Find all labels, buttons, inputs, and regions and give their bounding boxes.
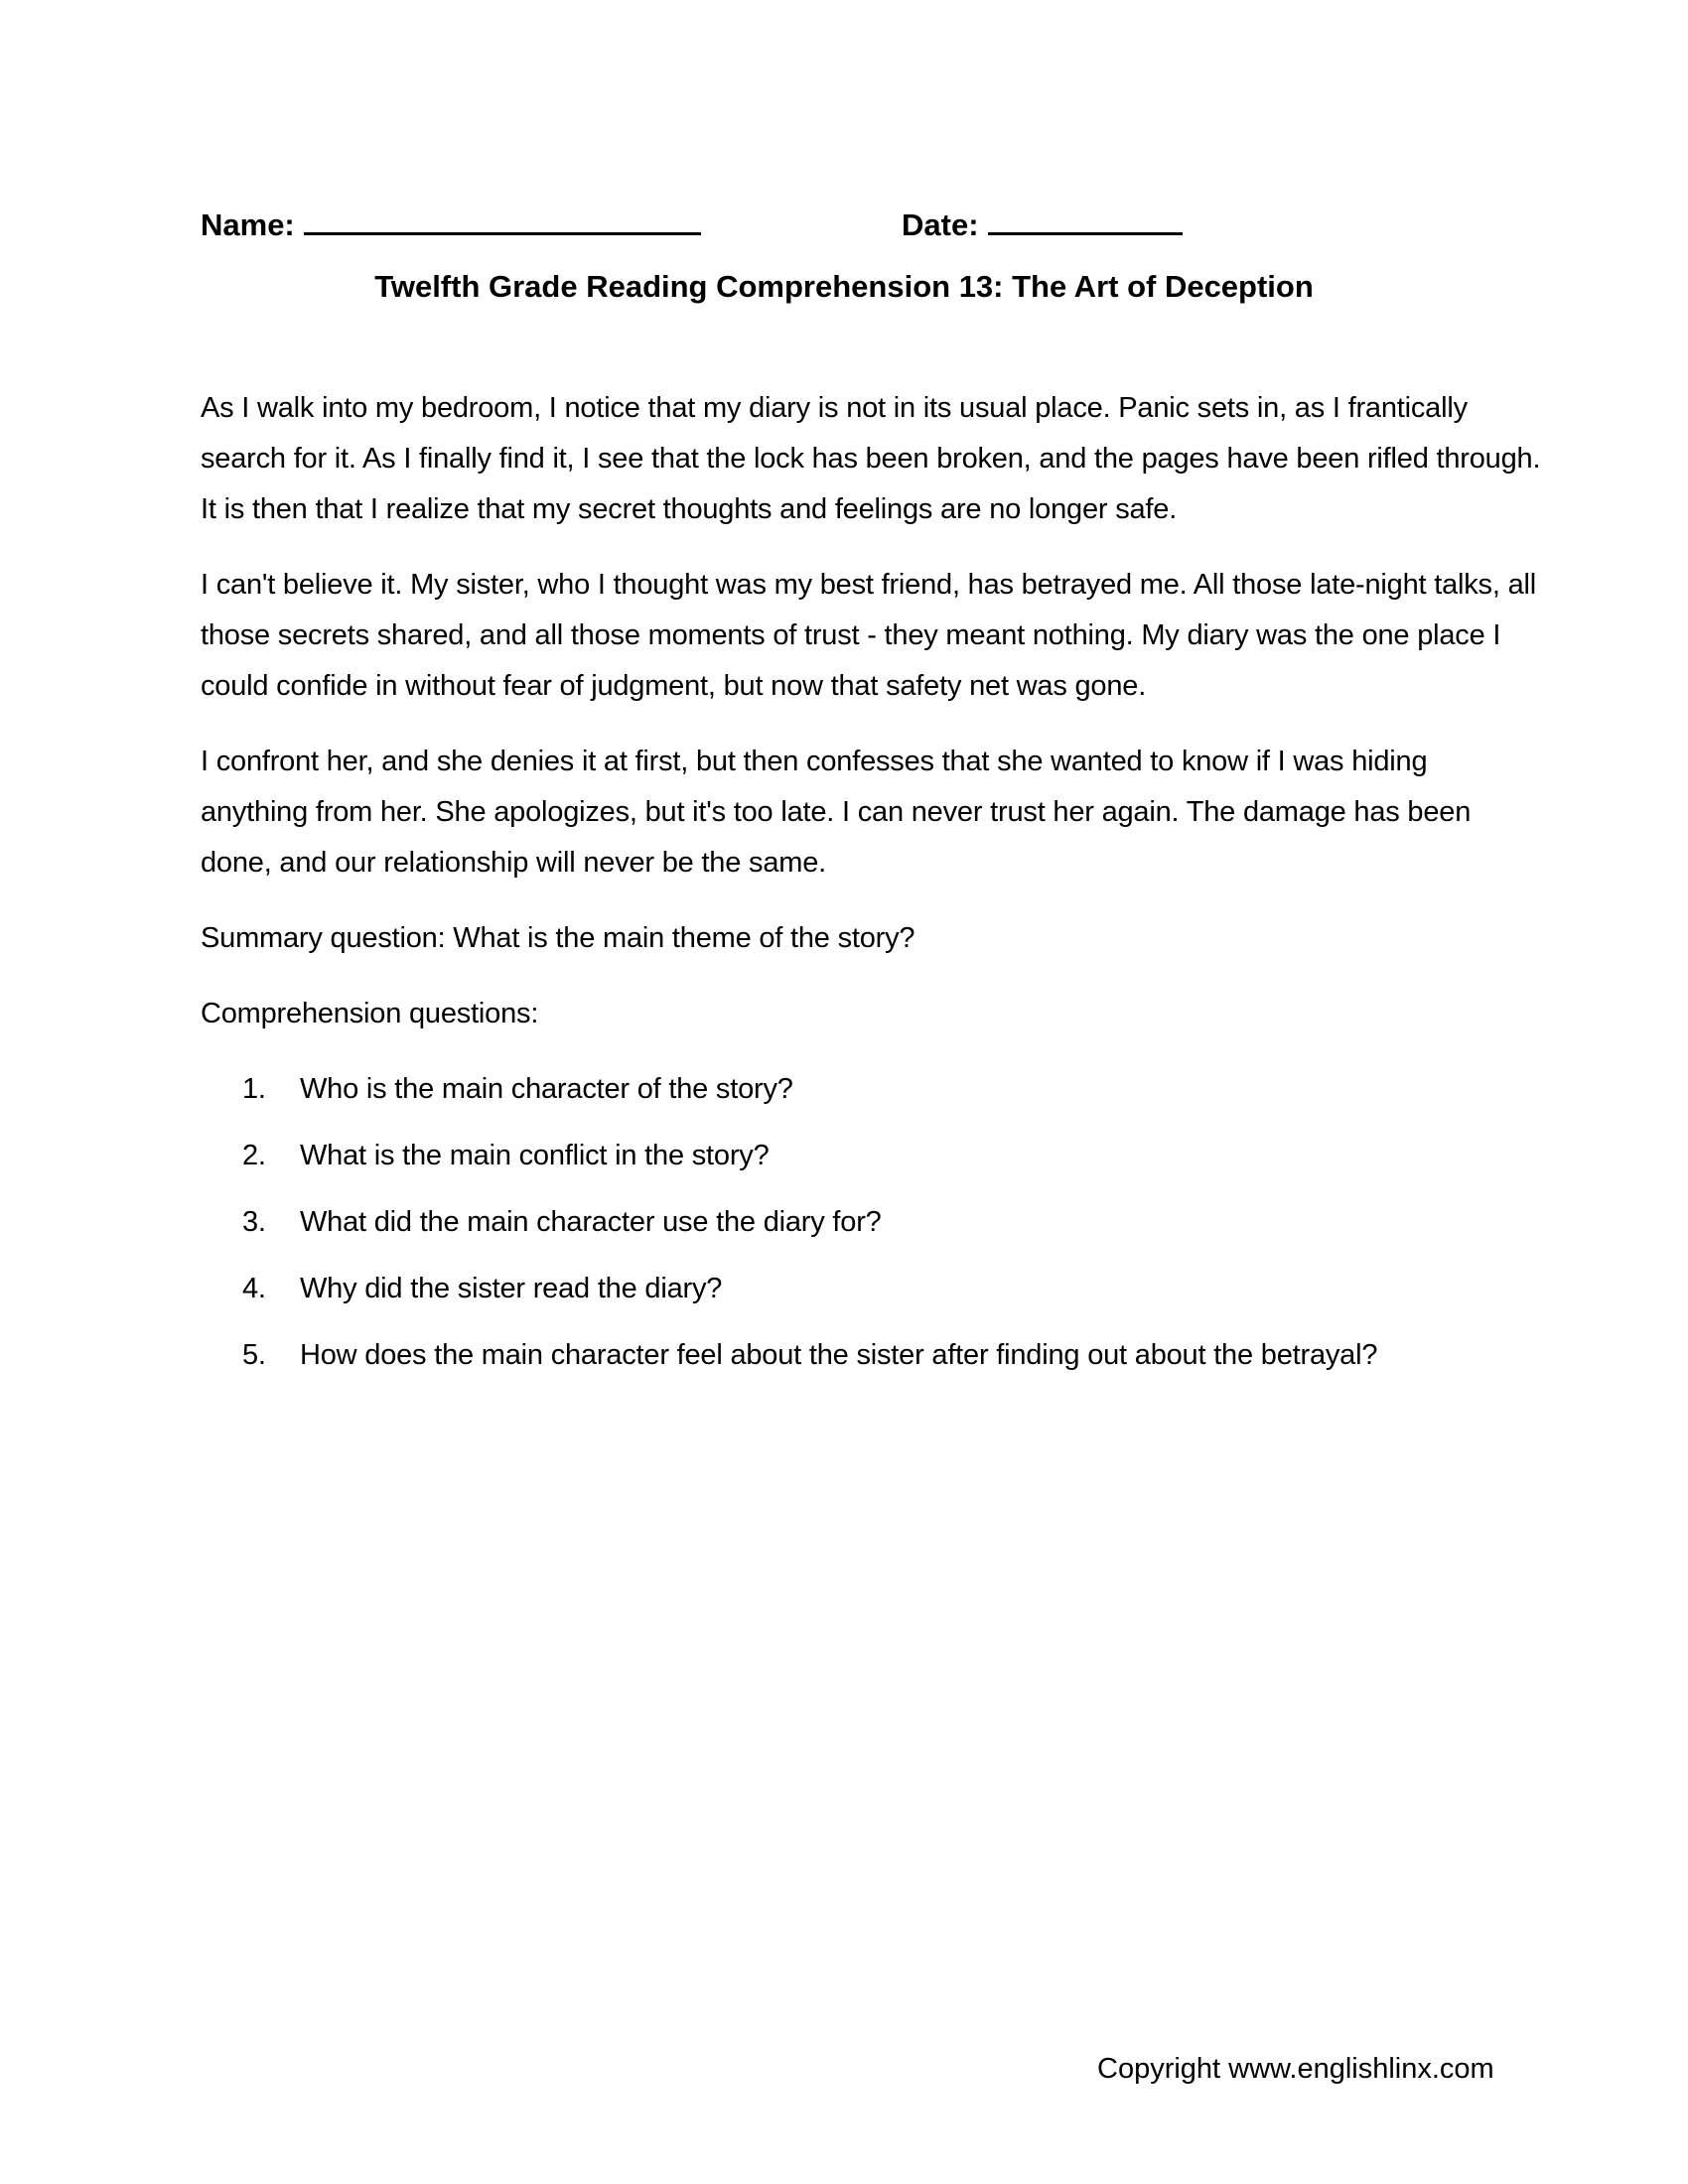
question-text: What is the main conflict in the story? bbox=[300, 1140, 770, 1171]
question-text: How does the main character feel about the sister after finding out about the betrayal? bbox=[300, 1339, 1378, 1371]
story-paragraph: As I walk into my bedroom, I notice that my diary is not in its usual place. Panic sets in, as I frantically search for it. As I finally find it, I see that the lock has been broken, and the pages have been rifled through. It is then that I realize that my secret thoughts and feelings are no longer safe. bbox=[201, 392, 1541, 525]
date-field bbox=[902, 199, 1183, 243]
name-blank-line[interactable] bbox=[304, 199, 701, 235]
story-content bbox=[201, 383, 1541, 1397]
question-number: 5. bbox=[242, 1339, 266, 1371]
question-text: What did the main character use the diary for? bbox=[300, 1206, 882, 1238]
question-number: 4. bbox=[242, 1273, 266, 1304]
question-item bbox=[201, 1330, 1541, 1381]
question-number: 3. bbox=[242, 1206, 266, 1238]
story-paragraph: I can't believe it. My sister, who I thought was my best friend, has betrayed me. All those late-night talks, all those secrets shared, and all those moments of trust - they meant nothing. My diary was the one place I could confide in without fear of judgment, but now that safety net was gone. bbox=[201, 569, 1536, 702]
name-label: Name: bbox=[201, 207, 295, 242]
question-number: 1. bbox=[242, 1073, 266, 1105]
date-label: Date: bbox=[902, 207, 979, 242]
question-item bbox=[201, 1197, 1541, 1248]
story-paragraph: I confront her, and she denies it at first, but then confesses that she wanted to know if I was hiding anything from her. She apologizes, but it's too late. I can never trust her again. The damage has been done, and our relationship will never be the same. bbox=[201, 746, 1472, 879]
question-text: Who is the main character of the story? bbox=[300, 1073, 793, 1105]
question-item bbox=[201, 1131, 1541, 1181]
summary-question: Summary question: What is the main theme of the story? bbox=[201, 922, 915, 954]
question-item bbox=[201, 1064, 1541, 1115]
page-title: Twelfth Grade Reading Comprehension 13: The Art of Deception bbox=[374, 269, 1314, 304]
comprehension-questions-list bbox=[201, 1064, 1541, 1381]
date-blank-line[interactable] bbox=[988, 199, 1183, 235]
name-field bbox=[201, 199, 701, 243]
question-text: Why did the sister read the diary? bbox=[300, 1273, 723, 1304]
questions-heading: Comprehension questions: bbox=[201, 998, 539, 1029]
copyright-notice: Copyright www.englishlinx.com bbox=[1097, 2053, 1494, 2085]
question-number: 2. bbox=[242, 1140, 266, 1171]
question-item bbox=[201, 1264, 1541, 1314]
